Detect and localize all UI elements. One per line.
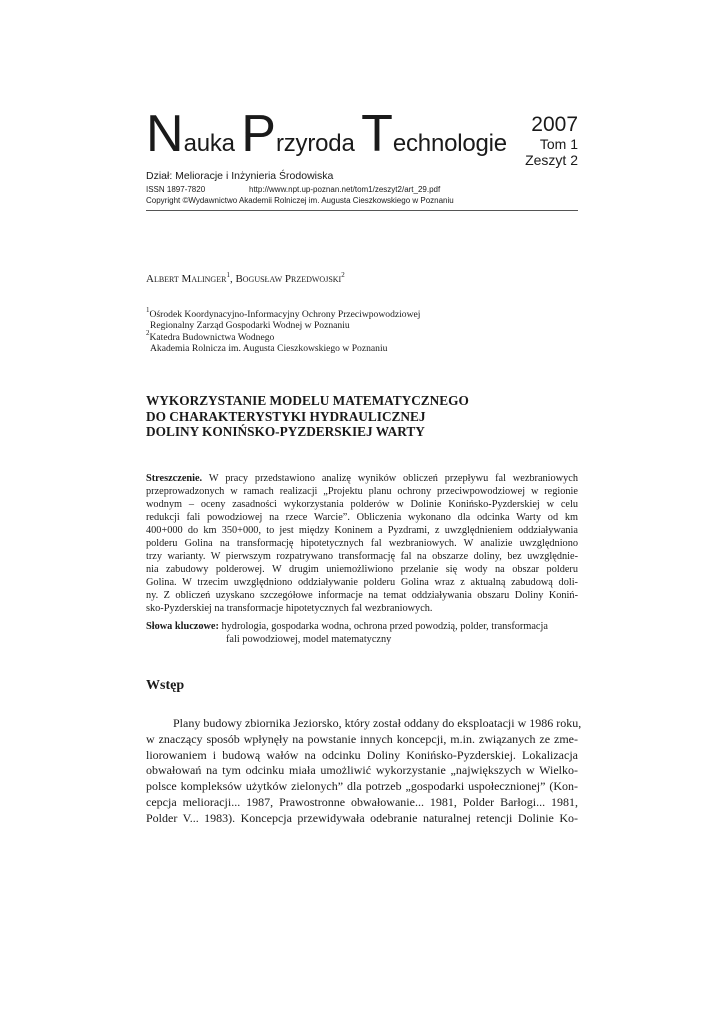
copyright: Copyright ©Wydawnictwo Akademii Rolniczej im. Augusta Cieszkowskiego w Poznaniu [146, 196, 454, 205]
body-line: Polder V... 1983). Koncepcja przewidywała odebranie naturalnej retencji Dolinie Ko- [146, 810, 578, 825]
affiliation-mark: 1 [146, 306, 150, 314]
abstract-line [146, 472, 578, 485]
abstract-line: nia zabudowy polderowej. W drugim uniemożliwiono przelanie się wody na obszar polderu [146, 564, 578, 575]
article-title [146, 393, 469, 440]
body-line: Plany budowy zbiornika Jeziorsko, który został oddany do eksploatacji w 1986 roku, [173, 716, 582, 730]
department: Dział: Melioracje i Inżynieria Środowiska [146, 170, 334, 182]
abstract [146, 472, 578, 615]
abstract-line: ny. Z obliczeń uzyskano szczegółowe informacje na temat oddziaływania obszaru Doliny Koniń- [146, 590, 578, 601]
section-heading: Wstęp [146, 678, 185, 693]
body-line: polsce kompleksów użytków zielonych” dla potrzeb „gospodarki uspołecznionej” (Kon- [146, 779, 578, 794]
body-line: cepcja melioracji... 1987, Prawostronne obwałowanie... 1981, Polder Barłogi... 1981, [146, 794, 578, 809]
journal-title-initial: P [241, 105, 276, 163]
keywords-text: hydrologia, gospodarka wodna, ochrona przed powodzią, polder, transformacja [218, 621, 548, 632]
journal-title-initial: N [146, 105, 184, 163]
keywords [146, 620, 548, 646]
article-title-line: WYKORZYSTANIE MODELU MATEMATYCZNEGO [146, 393, 469, 408]
journal-title-word: echnologie [392, 130, 507, 157]
volume-issue [525, 136, 578, 168]
abstract-line: polderu Golina na transformację hipotetycznych fal wezbraniowych. W analizie uwzględniono [146, 538, 578, 549]
publication-meta [146, 184, 454, 206]
author-separator: , [229, 273, 236, 285]
header-divider [146, 210, 578, 211]
abstract-text: W pracy przedstawiono analizę wyników obliczeń przepływu fal wezbraniowych [202, 473, 578, 484]
volume: Tom 1 [539, 136, 578, 152]
article-title-line: DOLINY KONIŃSKO-PYZDERSKIEJ WARTY [146, 424, 425, 439]
affiliation-line: Akademia Rolnicza im. Augusta Cieszkowskiego w Poznaniu [150, 342, 388, 354]
body-line: liorowaniem i budową wałów na odcinku Doliny Konińsko-Pyzderskiej. Lokalizacja [146, 747, 578, 762]
publication-year: 2007 [531, 113, 578, 136]
body-line: w znaczący sposób wpłynęły na powstanie innych koncepcji, m.in. związanych ze zme- [146, 731, 578, 746]
affiliation-institution: Katedra Budownictwa Wodnego [149, 331, 275, 343]
affiliation-line: Regionalny Zarząd Gospodarki Wodnej w Poznaniu [150, 320, 350, 332]
keywords-line [146, 620, 548, 633]
author-name: Bogusław Przedwojski [235, 273, 342, 285]
abstract-label: Streszczenie. [146, 473, 203, 484]
author-affiliation-mark: 2 [341, 271, 345, 279]
author-list [146, 273, 345, 285]
author-affiliation-mark: 1 [226, 271, 230, 279]
abstract-line: przeprowadzonych w ramach realizacji „Projektu planu ochrony przeciwpowodziowej w regionie [146, 486, 578, 497]
abstract-line: Golina. W trzecim uwzględniono oddziaływanie polderu Golina wraz z aktualną zabudową doli- [146, 577, 578, 588]
abstract-line: redukcji fali powodziowej na rzece Warcie”. Obliczenia wykonano dla odcinka Warty od km [146, 512, 578, 523]
article-url[interactable]: http://www.npt.up-poznan.net/tom1/zeszyt2/art_29.pdf [249, 185, 441, 194]
affiliation-line [146, 306, 421, 320]
body-line: obwałowań na tym odcinku miała umożliwić wykorzystanie „największych w Wielko- [146, 763, 578, 778]
keywords-label: Słowa kluczowe: [146, 621, 219, 632]
abstract-line: 400+000 do km 350+000, to jest między Koninem a Pyzdrami, z uwzględnieniem oddziaływania [146, 525, 578, 536]
affiliation-line [146, 328, 420, 343]
journal-title-word: auka [183, 130, 242, 157]
affiliation-institution: Ośrodek Koordynacyjno-Informacyjny Ochrony Przeciwpowodziowej [149, 309, 421, 320]
abstract-line: sko-Pyzderskiej na transformacje hipotetycznych fal wezbraniowych. [146, 603, 433, 614]
abstract-line: wodnym – oceny zasadności wykorzystania polderów w Dolinie Konińsko-Pyzderskiej w celu [146, 499, 578, 510]
abstract-line: trzy warianty. W pierwszym rozpatrywano transformację fal na obszarze doliny, bez uwzględnie- [146, 551, 578, 562]
author-name: Albert Malinger [146, 273, 227, 285]
keywords-line: fali powodziowej, model matematyczny [226, 634, 392, 645]
issn: ISSN 1897-7820 [146, 185, 206, 194]
article-title-line: DO CHARAKTERYSTYKI HYDRAULICZNEJ [146, 408, 426, 424]
journal-title-word: rzyroda [275, 130, 362, 157]
journal-title [146, 105, 507, 163]
journal-title-initial: T [361, 105, 393, 163]
section-body [146, 716, 582, 827]
affiliations [146, 306, 421, 354]
affiliation-mark: 2 [146, 328, 150, 337]
issue: Zeszyt 2 [525, 152, 578, 168]
